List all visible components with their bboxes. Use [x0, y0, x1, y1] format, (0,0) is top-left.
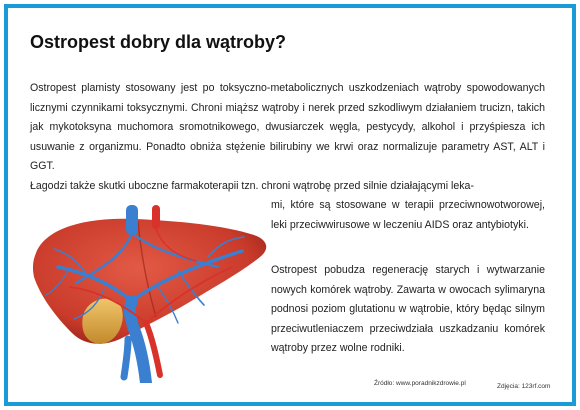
- liver-illustration-icon: [28, 205, 272, 383]
- paragraph-regeneration: Ostropest pobudza regenerację starych i wytwarzanie nowych komórek wątroby. Zawarta w owocach sylimaryna podnosi poziom glutationu w wątrobie, który będąc silnym przeciwutleniaczem przeciwdziała uszkadzaniu komórek wątroby przez wolne rodniki.: [271, 264, 545, 354]
- paragraph-side-effects: Łagodzi także skutki uboczne farmakoterapii tzn. chroni wątrobę przed silnie działającymi leka-: [30, 180, 474, 192]
- page-title: Ostropest dobry dla wątroby?: [30, 32, 287, 52]
- source-credit: Źródło: www.poradnikzdrowie.pl: [374, 380, 466, 387]
- paragraph-side-effects-continued: mi, które są stosowane w terapii przeciwnowotworowej, leki przeciwwirusowe w leczeniu AIDS oraz antybiotyki.: [271, 199, 545, 231]
- photo-credit: Zdjęcia: 123rf.com: [497, 383, 551, 390]
- paragraph-intro: Ostropest plamisty stosowany jest po toksyczno-metabolicznych uszkodzeniach wątroby spowodowanych licznymi czynnikami toksycznymi. Chroni miąższ wątroby i nerek przed szkodliwym działaniem trucizn, takich jak mykotoksyna muchomora sromotnikowego, dwusiarczek węgla, pestycydy, alkohol i przyśpiesza ich usuwanie z organizmu. Ponadto obniża stężenie bilirubiny we krwi oraz normalizuje parametry AST, ALT i GGT.: [30, 82, 545, 172]
